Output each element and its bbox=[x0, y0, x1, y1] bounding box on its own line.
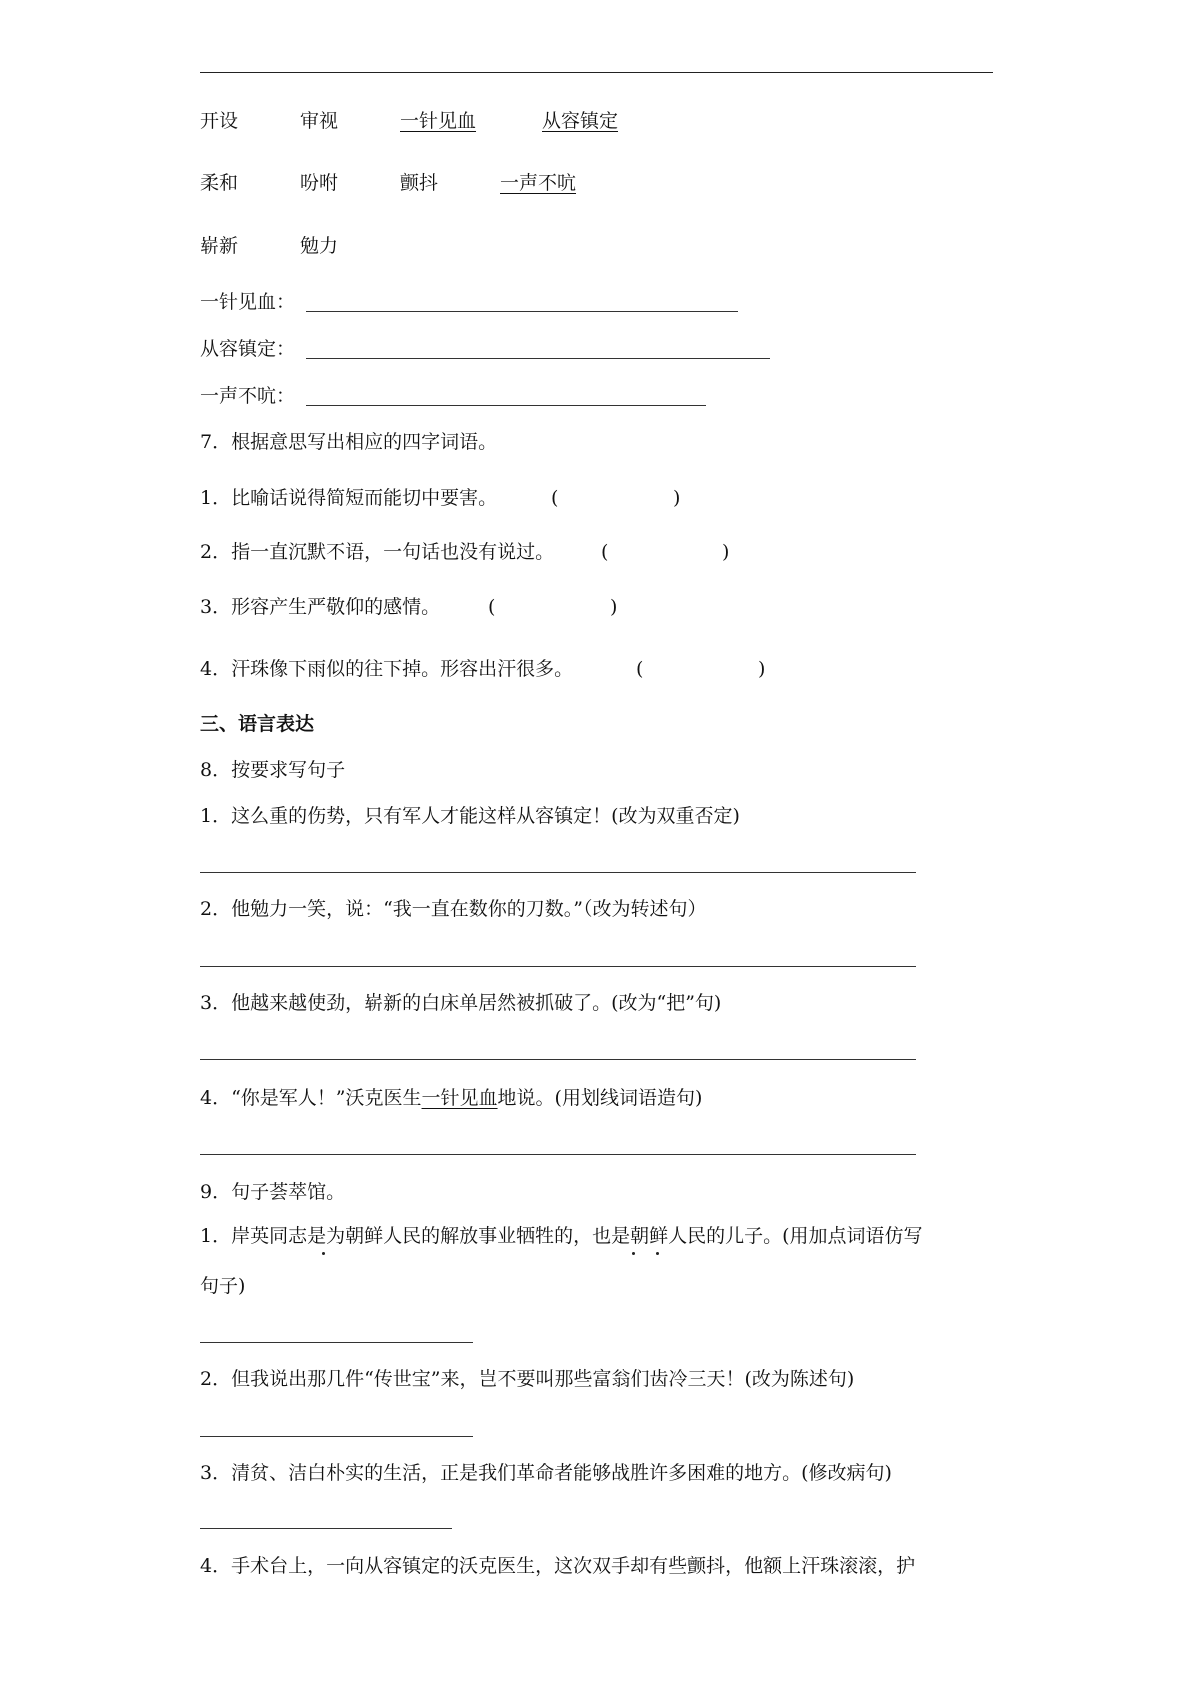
answer-line[interactable] bbox=[200, 1154, 916, 1155]
answer-line[interactable] bbox=[200, 1528, 452, 1529]
q9-title: 9．句子荟萃馆。 bbox=[200, 1181, 346, 1203]
answer-line[interactable] bbox=[200, 966, 916, 967]
underlined-word: 一针见血 bbox=[421, 1087, 498, 1109]
paren-open: ( bbox=[551, 487, 559, 509]
word-fenfu: 吩咐 bbox=[300, 172, 339, 194]
q8-title: 8．按要求写句子 bbox=[200, 759, 346, 781]
q9-item-4: 4．手术台上，一向从容镇定的沃克医生，这次双手却有些颤抖，他额上汗珠滚滚，护 bbox=[200, 1555, 916, 1577]
paren-open: ( bbox=[488, 596, 496, 618]
q8-item-2: 2．他勉力一笑，说：“我一直在数你的刀数。”（改为转述句） bbox=[200, 898, 707, 920]
q7-item-4: 4．汗珠像下雨似的往下掉。形容出汗很多。 bbox=[200, 658, 574, 680]
emphasis-dot bbox=[322, 1252, 325, 1255]
explain-label-2: 从容镇定： bbox=[200, 338, 296, 360]
explain-label-3: 一声不吭： bbox=[200, 385, 296, 407]
q7-item-2: 2．指一直沉默不语，一句话也没有说过。 bbox=[200, 541, 555, 563]
word-chandou: 颤抖 bbox=[400, 172, 439, 194]
word-zhanxin: 崭新 bbox=[200, 235, 239, 257]
paren-close: ) bbox=[673, 487, 681, 509]
word-yishengbukeng: 一声不吭 bbox=[500, 172, 577, 194]
emphasis-dot bbox=[632, 1252, 635, 1255]
q9-item-1-line-1: 1．岸英同志是为朝鲜人民的解放事业牺牲的，也是朝鲜人民的儿子。(用加点词语仿写 bbox=[200, 1225, 923, 1247]
q9-item-2: 2．但我说出那几件“传世宝”来，岂不要叫那些富翁们齿冷三天！(改为陈述句) bbox=[200, 1368, 855, 1390]
q8-item-4-post: 地说。(用划线词语造句) bbox=[497, 1087, 703, 1109]
paren-open: ( bbox=[601, 541, 609, 563]
word-rouhe: 柔和 bbox=[200, 172, 239, 194]
q9-item-3: 3．清贫、洁白朴实的生活，正是我们革命者能够战胜许多困难的地方。(修改病句) bbox=[200, 1462, 892, 1484]
answer-blank[interactable] bbox=[306, 311, 738, 312]
answer-line[interactable] bbox=[200, 1059, 916, 1060]
q8-item-4 bbox=[200, 1086, 702, 1110]
q8-item-1: 1．这么重的伤势，只有军人才能这样从容镇定！(改为双重否定) bbox=[200, 805, 740, 827]
word-shenshi: 审视 bbox=[300, 110, 339, 132]
q8-item-4-pre: 4．“你是军人！”沃克医生 bbox=[200, 1087, 422, 1109]
answer-line[interactable] bbox=[200, 872, 916, 873]
header-rule bbox=[200, 72, 993, 73]
q7-title: 7．根据意思写出相应的四字词语。 bbox=[200, 431, 498, 453]
section-3-title: 三、语言表达 bbox=[200, 713, 315, 735]
paren-open: ( bbox=[636, 658, 644, 680]
answer-blank[interactable] bbox=[306, 405, 706, 406]
answer-line[interactable] bbox=[200, 1436, 473, 1437]
answer-line[interactable] bbox=[200, 1342, 473, 1343]
answer-blank[interactable] bbox=[306, 358, 770, 359]
paren-close: ) bbox=[722, 541, 730, 563]
explain-label-1: 一针见血： bbox=[200, 291, 296, 313]
emphasis-dot bbox=[656, 1252, 659, 1255]
word-mianli: 勉力 bbox=[300, 235, 339, 257]
q9-item-1-line-2: 句子) bbox=[200, 1275, 246, 1297]
paren-close: ) bbox=[610, 596, 618, 618]
q8-item-3: 3．他越来越使劲，崭新的白床单居然被抓破了。(改为“把”句) bbox=[200, 992, 722, 1014]
paren-close: ) bbox=[758, 658, 766, 680]
q7-item-3: 3．形容产生严敬仰的感情。 bbox=[200, 596, 441, 618]
word-kaishe: 开设 bbox=[200, 110, 239, 132]
q7-item-1: 1．比喻话说得简短而能切中要害。 bbox=[200, 487, 498, 509]
word-yizhenjianxue: 一针见血 bbox=[400, 110, 477, 132]
word-congrongzhending: 从容镇定 bbox=[542, 110, 619, 132]
